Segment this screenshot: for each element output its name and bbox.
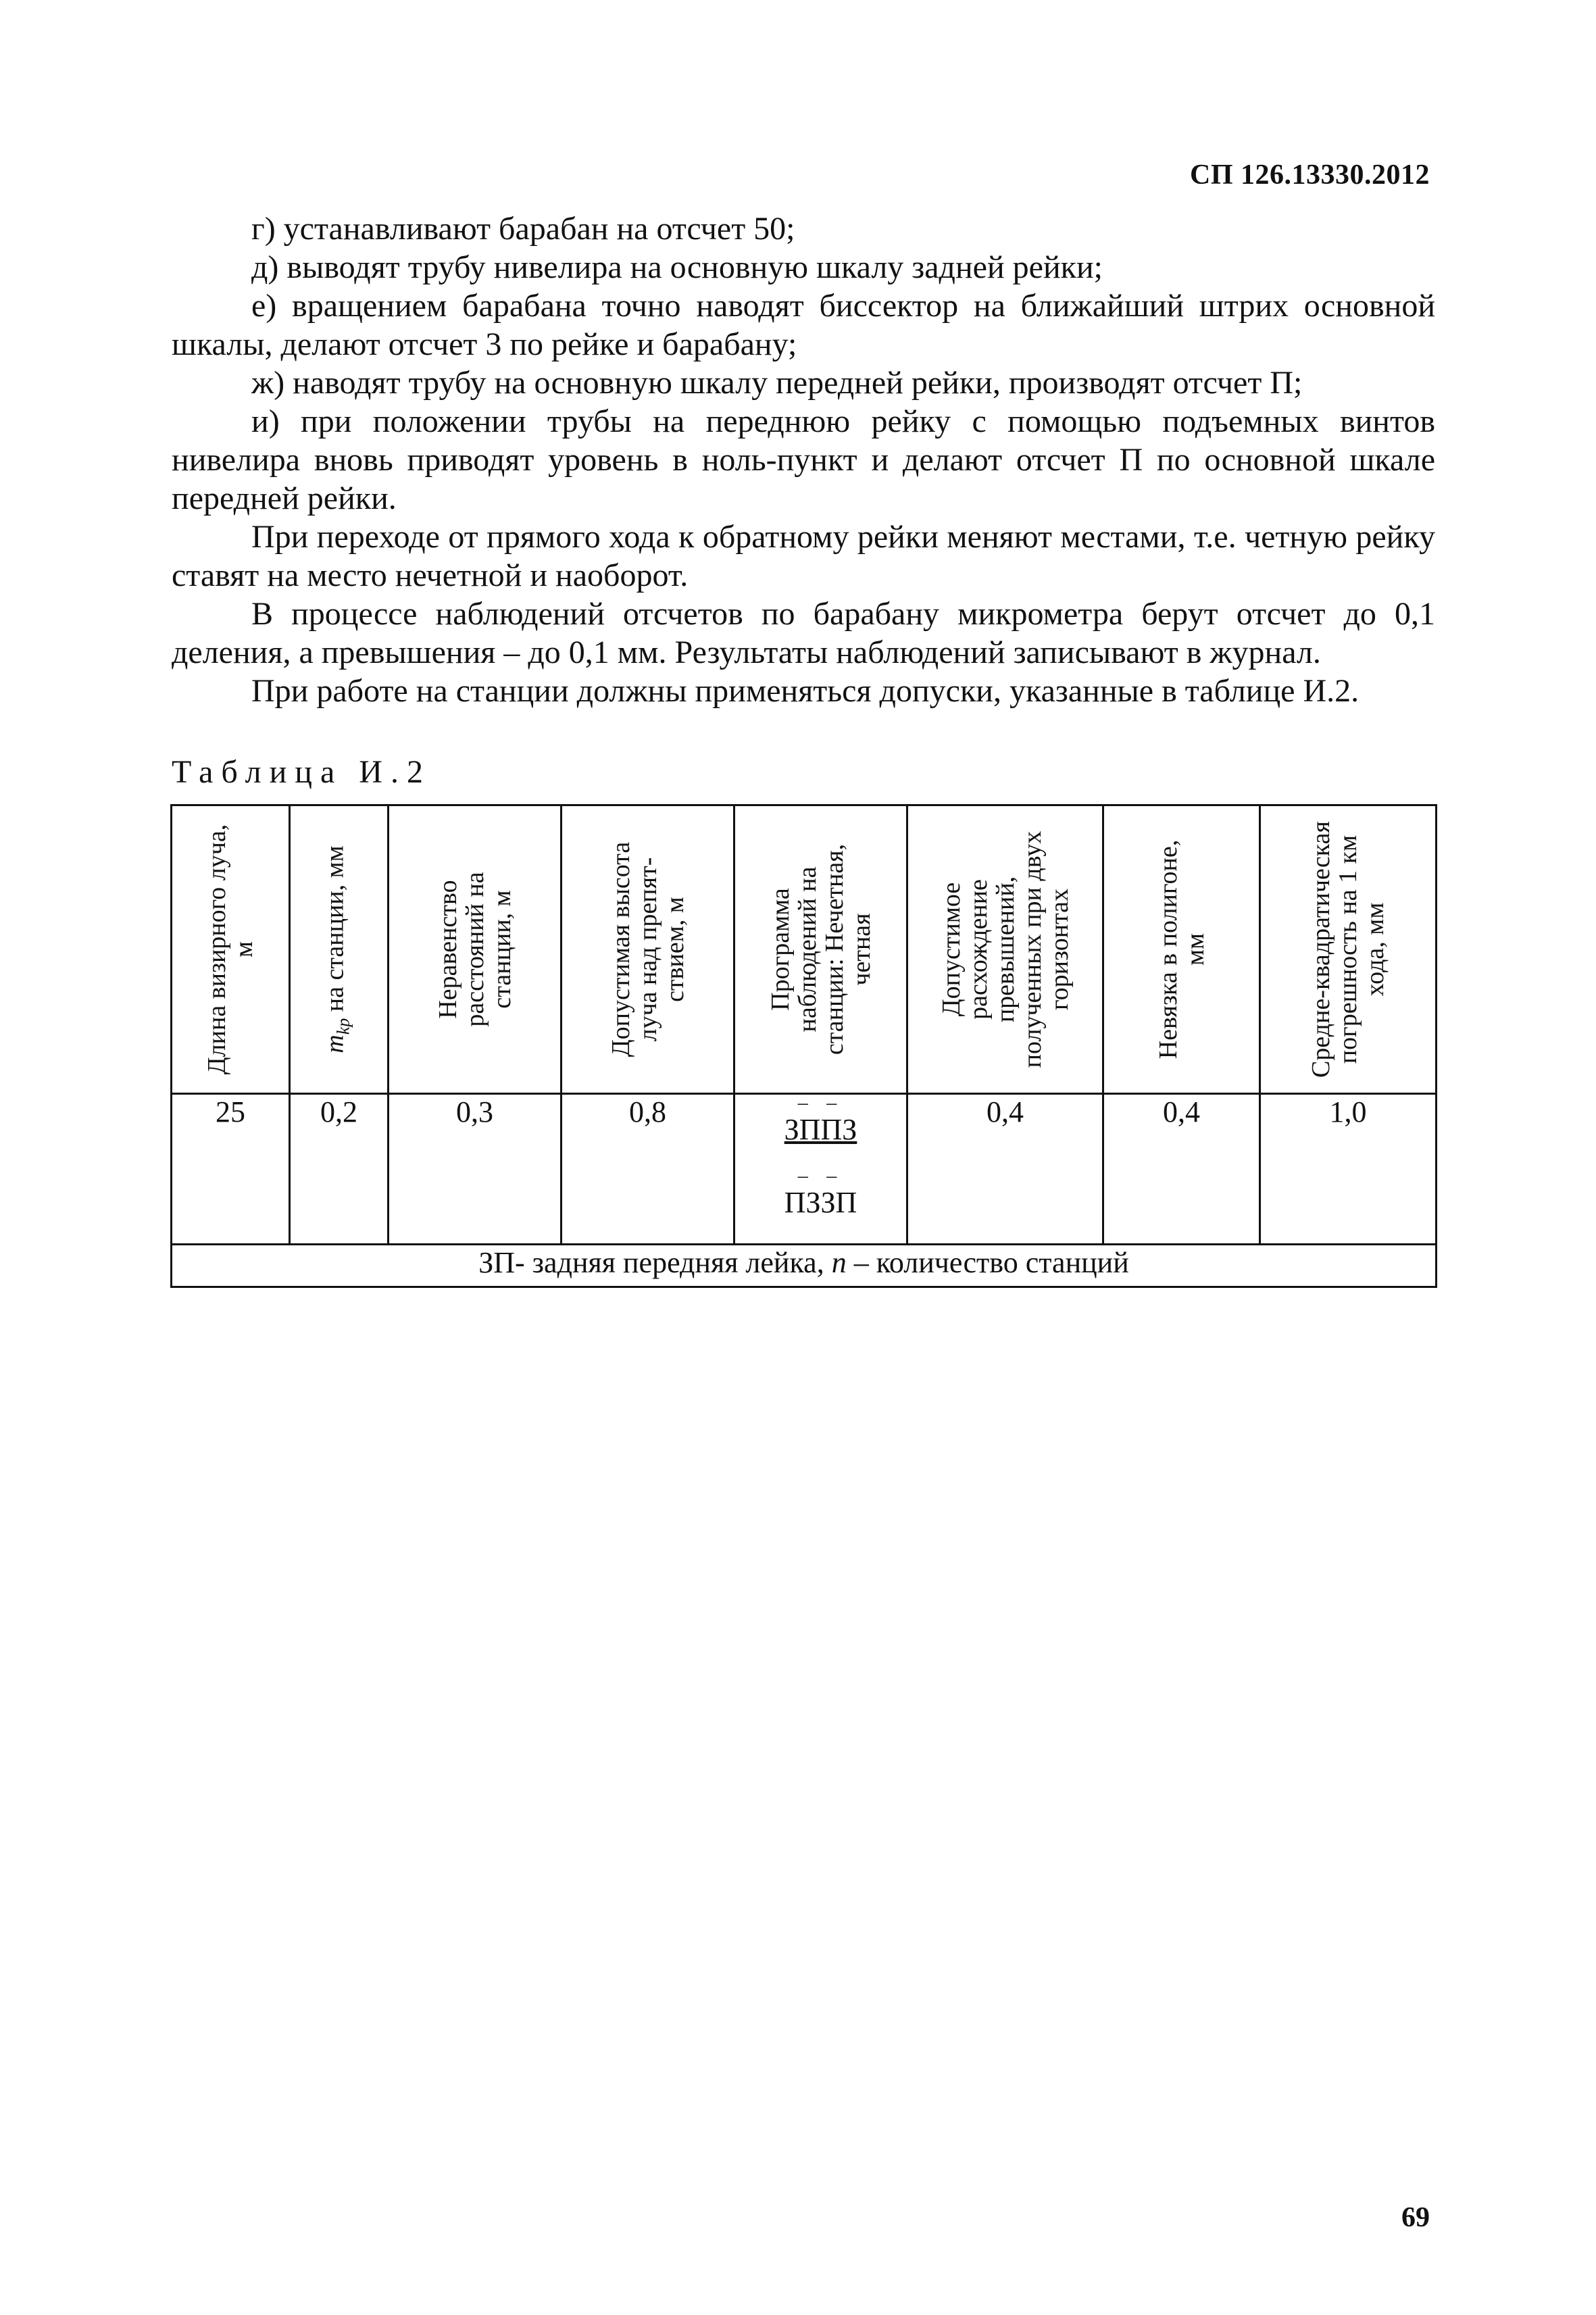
table-row [172,1094,1437,1245]
cell-polygon-misclosure: 0,4 [1103,1094,1260,1245]
header-cell-program [734,805,907,1094]
cell-distance-inequality: 0,3 [389,1094,562,1245]
paragraph-d: д) выводят трубу нивелира на основную шкалу задней рейки; [251,249,1103,285]
header-beam-height: Допустимая высота луча над препят-ствием, м [606,841,689,1057]
m-subscript: kp [332,1018,353,1035]
document-code: СП 126.13330.2012 [1190,159,1430,191]
program-odd: ЗППЗ [784,1113,857,1146]
header-cell-height-difference [907,805,1103,1094]
m-symbol: m [320,1035,349,1053]
header-m-station [321,821,357,1078]
paragraph-tolerances: При работе на станции должны применяться допуски, указанные в таблице И.2. [251,673,1360,709]
header-program: Программа наблюдений на станции: Нечетная, четная [766,843,876,1055]
header-polygon-misclosure: Невязка в полигоне, мм [1153,839,1210,1060]
tolerance-table [170,804,1437,1288]
page-number: 69 [1401,2202,1430,2233]
header-cell-rms-error [1260,805,1437,1094]
paragraph-readings: В процессе наблюдений отсчетов по барабану микрометра берут отсчет до 0,1 деления, а превышения – до 0,1 мм. Результаты наблюдений записывают в журнал. [172,596,1435,670]
note-rest: – количество станций [846,1246,1129,1279]
cell-m-value: 0,2 [290,1094,389,1245]
header-cell-polygon-misclosure [1103,805,1260,1094]
table-header-row [172,805,1437,1094]
note-n-symbol: n [831,1246,847,1279]
header-beam-length: Длина визирного луча, м [203,824,258,1075]
cell-beam-height: 0,8 [562,1094,734,1245]
cell-beam-length: 25 [172,1094,290,1245]
header-cell-m [290,805,389,1094]
program-odd-mark: – – [797,1091,844,1114]
paragraph-reversal: При переходе от прямого хода к обратному рейки меняют местами, т.е. четную рейку ставят на место нечетной и наоборот. [172,519,1435,593]
body-text [172,209,1435,710]
cell-program [734,1091,907,1245]
header-cell-distance-inequality [389,805,562,1094]
header-height-difference: Допустимое расхождение превышений, полученных при двух горизонтах [937,830,1074,1068]
paragraph-e: е) вращением барабана точно наводят биссектор на ближайший штрих основной шкалы, делают отсчет 3 по рейке и барабану; [172,288,1435,362]
paragraph-i: и) при положении трубы на переднюю рейку с помощью подъемных винтов нивелира вновь приводят уровень в ноль-пункт и делают отсчет П по основной шкале передней рейки. [172,403,1435,516]
table-caption: Таблица И.2 [172,754,431,790]
m-rest: на станции, мм [320,845,349,1018]
table-note [172,1245,1437,1287]
paragraph-zh: ж) наводят трубу на основную шкалу передней рейки, производят отсчет П; [251,365,1303,401]
cell-rms-error: 1,0 [1260,1094,1437,1245]
header-distance-inequality: Неравенство расстояний на станции, м [433,872,516,1027]
program-even-mark: – – [797,1164,844,1187]
paragraph-g: г) устанавливают барабан на отсчет 50; [251,211,795,247]
table-note-row [172,1245,1437,1287]
note-main: ЗП- задняя передняя лейка, [478,1246,832,1279]
header-cell-beam-length [172,805,290,1094]
header-rms-error: Средне-квадратическая погрешность на 1 км хода, мм [1307,821,1389,1078]
header-cell-beam-height [562,805,734,1094]
cell-height-difference: 0,4 [907,1094,1103,1245]
program-even: ПЗЗП [784,1186,857,1219]
